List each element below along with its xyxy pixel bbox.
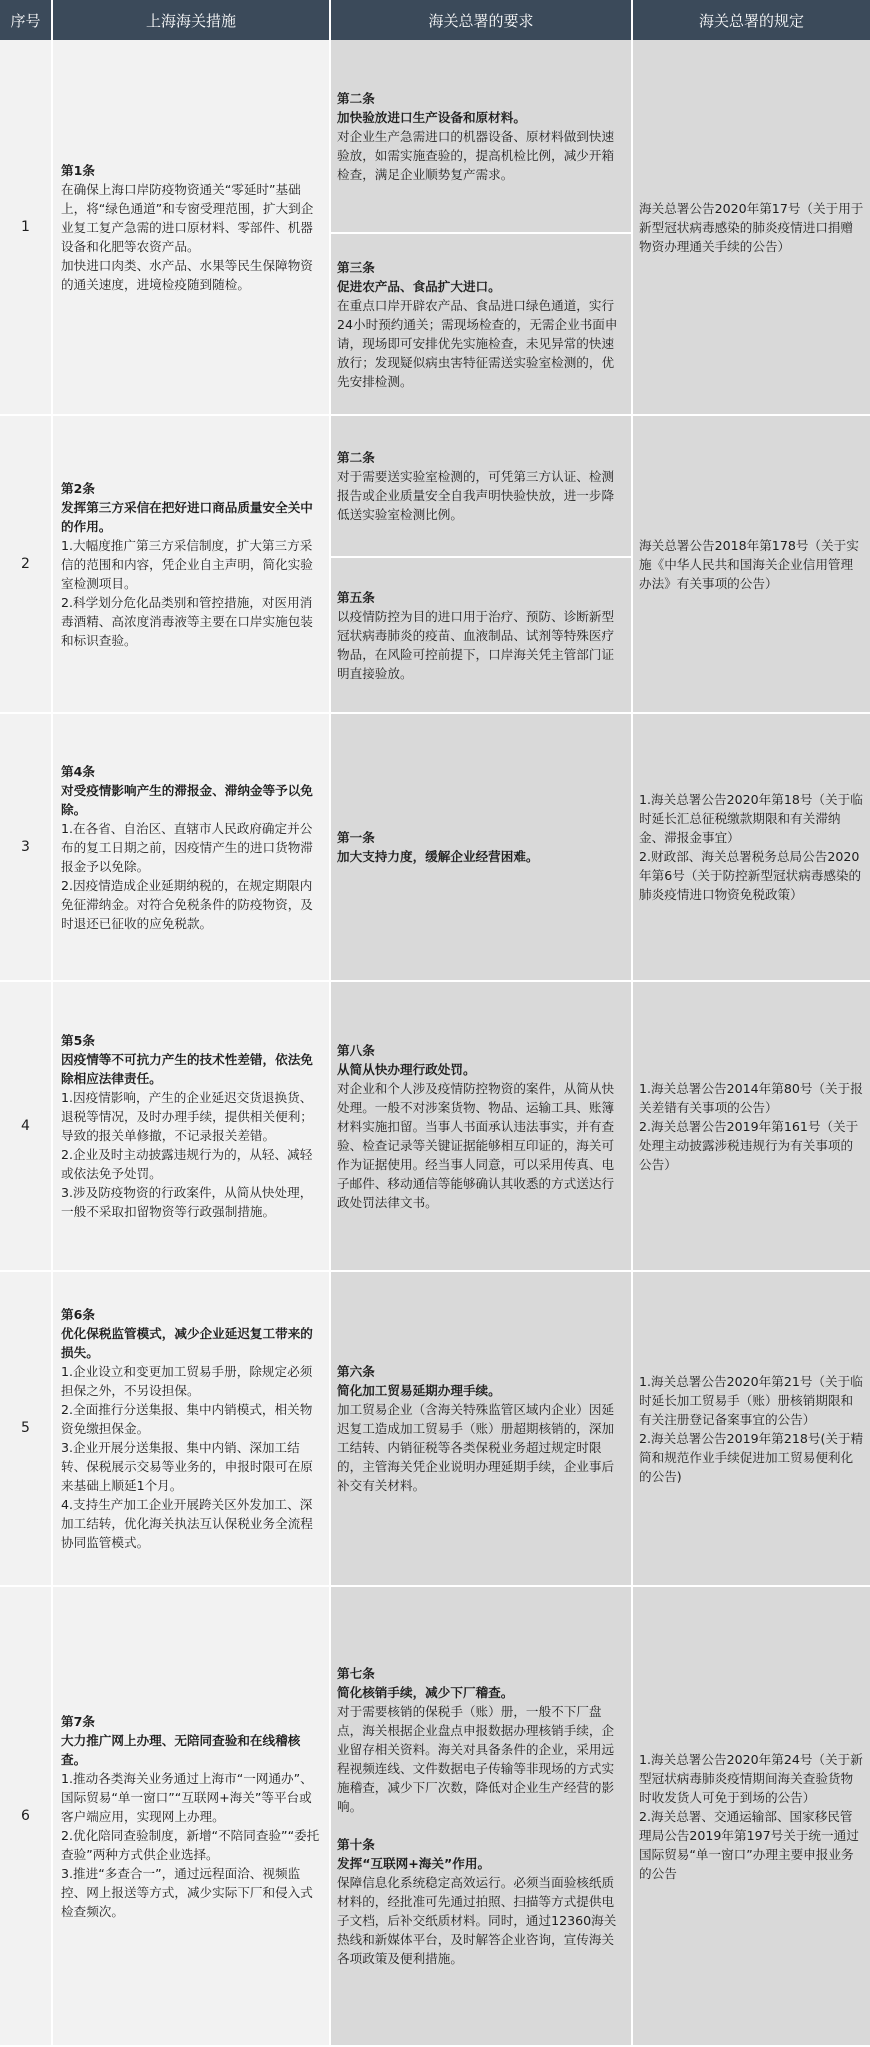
measure-item: 2.企业及时主动披露违规行为的，从轻、减轻或依法免予处罚。 xyxy=(61,1147,313,1181)
table-row xyxy=(0,1272,870,1587)
requirement-cell xyxy=(331,1587,633,2045)
regulation-cell xyxy=(633,40,870,414)
measure-item: 2.全面推行分送集报、集中内销模式，相关物资免缴担保金。 xyxy=(61,1402,313,1436)
regulation-item: 海关总署公告2018年第178号（关于实施《中华人民共和国海关企业信用管理办法》有关事项的公告） xyxy=(639,537,859,591)
requirement-block xyxy=(337,558,625,712)
table-header xyxy=(0,0,870,40)
requirement-body: 对于需要送实验室检测的，可凭第三方认证、检测报告或企业质量安全自我声明快验快放，进一步降低送实验室检测比例。 xyxy=(337,469,615,522)
requirement-body: 加工贸易企业（含海关特殊监管区域内企业）因延迟复工造成加工贸易手（账）册超期核销的，深加工结转、内销征税等各类保税业务超过规定时限的，主管海关凭企业说明办理延期手续，企业事后补交有关材料。 xyxy=(337,1402,615,1493)
measure-lead: 对受疫情影响产生的滞报金、滞纳金等予以免除。 xyxy=(61,782,313,817)
requirement-article: 第一条 xyxy=(337,830,375,845)
measure-item: 1.企业设立和变更加工贸易手册，除规定必须担保之外，不另设担保。 xyxy=(61,1364,313,1398)
requirement-spacer xyxy=(337,1816,625,1835)
requirement-body: 以疫情防控为目的进口用于治疗、预防、诊断新型冠状病毒肺炎的疫苗、血液制品、试剂等特殊医疗物品，在风险可控前提下，口岸海关凭主管部门证明直接验放。 xyxy=(337,608,615,681)
measure-item: 2.优化陪同查验制度，新增“不陪同查验”“委托查验”两种方式供企业选择。 xyxy=(61,1827,320,1862)
requirement-article: 第七条 xyxy=(337,1666,375,1681)
requirement-body: 保障信息化系统稳定高效运行。必须当面验核纸质材料的，经批准可先通过拍照、扫描等方式提供电子文档，后补交纸质材料。同时，通过12360海关热线和新媒体平台，及时解答企业咨询，宣传海关各项政策及便利措施。 xyxy=(337,1875,617,1966)
requirement-article: 第五条 xyxy=(337,589,375,605)
measure-item: 加快进口肉类、水产品、水果等民生保障物资的通关速度，进境检疫随到随检。 xyxy=(61,257,313,292)
measure-cell xyxy=(53,1587,331,2045)
requirement-article: 第三条 xyxy=(337,259,375,275)
measure-item: 1.因疫情影响，产生的企业延迟交货退换货、退税等情况，及时办理手续，提供相关便利；导致的报关单修撤，不记录报关差错。 xyxy=(61,1090,313,1143)
regulation-item: 1.海关总署公告2020年第18号（关于临时延长汇总征税缴款期限和有关滞纳金、滞报金事宜） xyxy=(639,792,863,845)
requirement-article: 第十条 xyxy=(337,1837,375,1852)
table-row xyxy=(0,40,870,416)
requirement-article: 第六条 xyxy=(337,1364,375,1379)
measure-title: 第6条 xyxy=(61,1307,95,1322)
regulation-cell xyxy=(633,1587,870,2045)
table-row xyxy=(0,416,870,714)
regulation-item: 2.海关总署公告2019年第161号（关于处理主动披露涉税违规行为有关事项的公告） xyxy=(639,1118,859,1172)
measure-lead: 发挥第三方采信在把好进口商品质量安全关中的作用。 xyxy=(61,499,313,534)
table-row xyxy=(0,982,870,1272)
measure-item: 3.企业开展分送集报、集中内销、深加工结转、保税展示交易等业务的，申报时限可在原来基础上顺延1个月。 xyxy=(61,1440,313,1493)
regulation-item: 海关总署公告2020年第17号（关于用于新型冠状病毒感染的肺炎疫情进口捐赠物资办理通关手续的公告） xyxy=(639,200,864,254)
measure-title: 第1条 xyxy=(61,162,95,178)
requirement-article: 第八条 xyxy=(337,1042,375,1058)
requirement-title: 加快验放进口生产设备和原材料。 xyxy=(337,109,526,125)
measure-item: 1.在各省、自治区、直辖市人民政府确定并公布的复工日期之前，因疫情产生的进口货物滞报金予以免除。 xyxy=(61,820,313,874)
row-seq: 4 xyxy=(0,982,53,1270)
measure-title: 第2条 xyxy=(61,480,95,496)
measure-cell xyxy=(53,714,331,980)
requirement-block xyxy=(337,234,625,414)
row-seq: 6 xyxy=(0,1587,53,2045)
requirement-title: 从简从快办理行政处罚。 xyxy=(337,1061,476,1077)
measure-lead: 优化保税监管模式，减少企业延迟复工带来的损失。 xyxy=(61,1326,313,1360)
header-requirements: 海关总署的要求 xyxy=(331,0,633,40)
measure-item: 3.涉及防疫物资的行政案件，从简从快处理，一般不采取扣留物资等行政强制措施。 xyxy=(61,1185,313,1219)
requirement-article: 第二条 xyxy=(337,450,375,465)
measure-item: 2.因疫情造成企业延期纳税的，在规定期限内免征滞纳金。对符合免税条件的防疫物资，及时退还已征收的应免税款。 xyxy=(61,877,313,931)
requirement-article: 第二条 xyxy=(337,90,375,106)
measure-title: 第7条 xyxy=(61,1713,95,1729)
regulation-item: 1.海关总署公告2020年第21号（关于临时延长加工贸易手（账）册核销期限和有关注册登记备案事宜的公告） xyxy=(639,1373,863,1427)
requirement-body: 对企业和个人涉及疫情防控物资的案件，从简从快处理。一般不对涉案货物、物品、运输工具、账簿材料实施扣留。当事人书面承认违法事实，并有查验、检查记录等关键证据能够相互印证的，海关可作为证据使用。经当事人同意，可以采用传真、电子邮件、移动通信等能够确认其收悉的方式送达行政处罚法律文书。 xyxy=(337,1080,615,1210)
measure-title: 第5条 xyxy=(61,1033,95,1048)
requirement-body: 对企业生产急需进口的机器设备、原材料做到快速验放，如需实施查验的，提高机检比例，减少开箱检查，满足企业顺势复产需求。 xyxy=(337,128,615,182)
requirement-cell xyxy=(331,714,633,980)
table-row xyxy=(0,1587,870,2045)
measure-cell xyxy=(53,982,331,1270)
measure-cell xyxy=(53,1272,331,1585)
regulation-cell xyxy=(633,714,870,980)
regulation-cell xyxy=(633,982,870,1270)
measure-item: 4.支持生产加工企业开展跨关区外发加工、深加工结转，优化海关执法互认保税业务全流程协同监管模式。 xyxy=(61,1497,313,1550)
row-seq: 3 xyxy=(0,714,53,980)
measure-lead: 在确保上海口岸防疫物资通关“零延时”基础上，将“绿色通道”和专窗受理范围，扩大到企业复工复产急需的进口原材料、零部件、机器设备和化肥等农资产品。 xyxy=(61,181,314,254)
requirement-title: 加大支持力度，缓解企业经营困难。 xyxy=(337,849,539,864)
requirement-block xyxy=(337,416,625,556)
row-seq: 1 xyxy=(0,40,53,414)
requirement-cell xyxy=(331,1272,633,1585)
requirement-title: 简化核销手续，减少下厂稽查。 xyxy=(337,1685,514,1700)
row-seq: 2 xyxy=(0,416,53,712)
requirement-cell xyxy=(331,982,633,1270)
requirement-cell xyxy=(331,40,633,414)
measure-title: 第4条 xyxy=(61,763,95,779)
requirement-body: 对于需要核销的保税手（账）册，一般不下厂盘点，海关根据企业盘点申报数据办理核销手续，企业留存相关资料。海关对具备条件的企业，采用远程视频连线、文件数据电子传输等非现场的方式实施稽查，减少下厂次数，降低对企业生产经营的影响。 xyxy=(337,1704,615,1814)
requirement-cell xyxy=(331,416,633,712)
header-measures: 上海海关措施 xyxy=(53,0,331,40)
measure-lead: 因疫情等不可抗力产生的技术性差错，依法免除相应法律责任。 xyxy=(61,1052,313,1086)
measure-item: 2.科学划分危化品类别和管控措施，对医用消毒酒精、高浓度消毒液等主要在口岸实施包装和标识查验。 xyxy=(61,594,313,648)
requirement-body: 在重点口岸开辟农产品、食品进口绿色通道，实行24小时预约通关；需现场检查的，无需企业书面申请，现场即可安排优先实施检查，未见异常的快速放行；发现疑似病虫害特征需送实验室检测的，优先安排检测。 xyxy=(337,297,618,389)
measure-item: 3.推进“多查合一”，通过远程面洽、视频监控、网上报送等方式，减少实际下厂和侵入式检查频次。 xyxy=(61,1865,313,1919)
measure-lead: 大力推广网上办理、无陪同查验和在线稽核查。 xyxy=(61,1732,301,1767)
regulation-cell xyxy=(633,416,870,712)
regulation-item: 2.海关总署公告2019年第218号(关于精简和规范作业手续促进加工贸易便利化的公告) xyxy=(639,1430,864,1484)
header-seq: 序号 xyxy=(0,0,53,40)
requirement-block xyxy=(337,40,625,232)
measure-cell xyxy=(53,416,331,712)
requirement-title: 发挥“互联网+海关”作用。 xyxy=(337,1856,491,1871)
regulation-item: 2.财政部、海关总署税务总局公告2020年第6号（关于防控新型冠状病毒感染的肺炎疫情进口物资免税政策） xyxy=(639,849,862,902)
regulation-item: 1.海关总署公告2020年第24号（关于新型冠状病毒肺炎疫情期间海关查验货物时收发货人可免于到场的公告） xyxy=(639,1751,863,1805)
row-seq: 5 xyxy=(0,1272,53,1585)
regulation-item: 2.海关总署、交通运输部、国家移民管理局公告2019年第197号关于统一通过国际贸易“单一窗口”办理主要申报业务的公告 xyxy=(639,1808,859,1881)
regulation-item: 1.海关总署公告2014年第80号（关于报关差错有关事项的公告） xyxy=(639,1080,863,1115)
measure-cell xyxy=(53,40,331,414)
measure-item: 1.大幅度推广第三方采信制度，扩大第三方采信的范围和内容，凭企业自主声明，简化实验室检测项目。 xyxy=(61,537,313,591)
requirement-title: 促进农产品、食品扩大进口。 xyxy=(337,278,501,294)
regulation-cell xyxy=(633,1272,870,1585)
measure-item: 1.推动各类海关业务通过上海市“一网通办”、国际贸易“单一窗口”“互联网+海关”等平台或客户端应用，实现网上办理。 xyxy=(61,1770,313,1824)
header-regulations: 海关总署的规定 xyxy=(698,11,804,30)
table-row xyxy=(0,714,870,982)
requirement-title: 简化加工贸易延期办理手续。 xyxy=(337,1383,501,1398)
